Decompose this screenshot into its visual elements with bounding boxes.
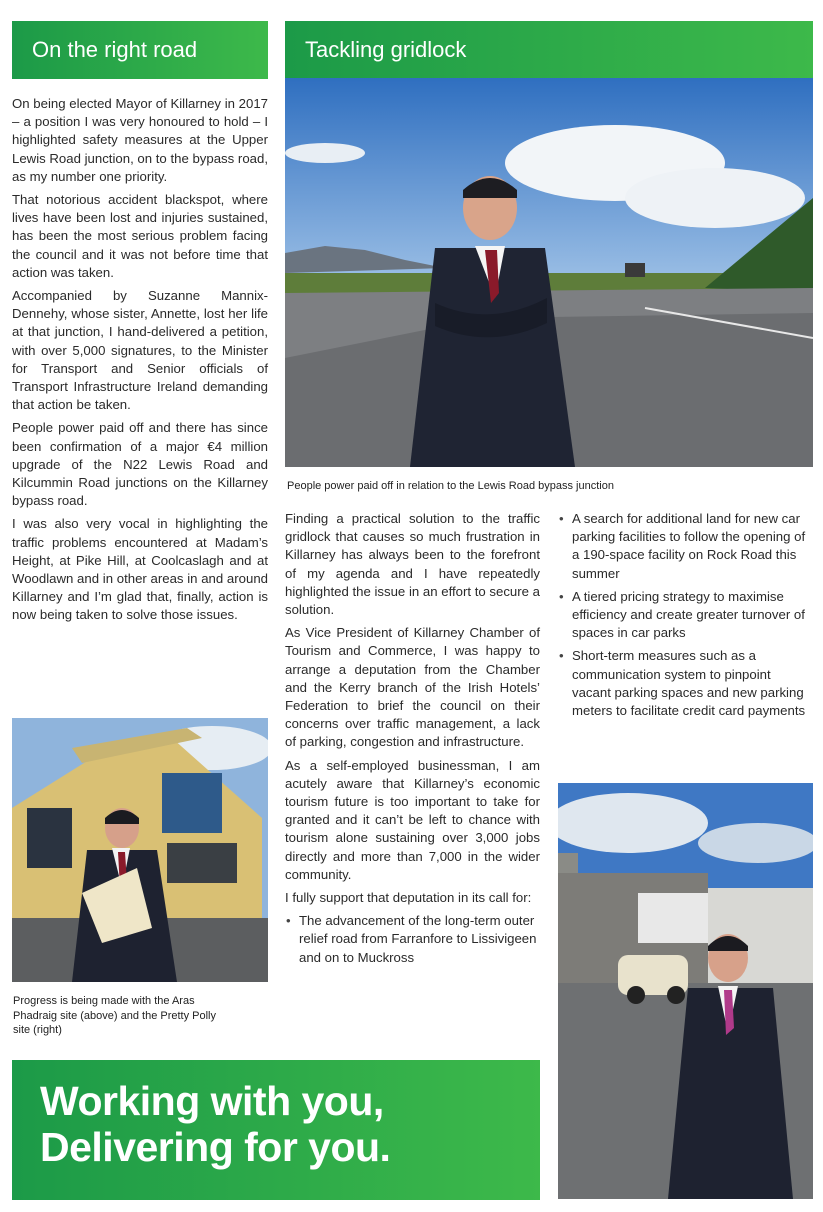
- main-photo-caption: People power paid off in relation to the Lewis Road bypass junction: [287, 480, 614, 492]
- left-section-title: On the right road: [32, 37, 198, 62]
- slogan-banner: [12, 1060, 540, 1200]
- lewis-road-photo: [285, 78, 813, 467]
- paragraph: That notorious accident blackspot, where lives have been lost and injuries sustained, has been the most serious problem facing the council and it was not before time that action was taken.: [12, 192, 268, 280]
- bullet-list: [558, 510, 810, 720]
- paragraph: As a self-employed businessman, I am acutely aware that Killarney’s economic tourism future is too important to take for granted and it can’t be left to chance with tourism alone sustaining over 3,000 jobs directly and more than 7,000 in the wider community.: [285, 757, 540, 882]
- pretty-polly-site-photo: [558, 783, 813, 1199]
- right-section-title: Tackling gridlock: [305, 37, 467, 62]
- list-item: • Short-term measures such as a communication system to pinpoint vacant parking spaces and new parking meters to facilitate credit card payments: [558, 647, 810, 720]
- paragraph: On being elected Mayor of Killarney in 2017 – a position I was very honoured to hold – I highlighted safety measures at the Upper Lewis Road junction, on to the bypass road, as my number one priority.: [12, 96, 268, 184]
- paragraph: As Vice President of Killarney Chamber of Tourism and Commerce, I was happy to arrange a deputation from the Chamber and the Kerry branch of the Irish Hotels’ Federation to brief the council on their concerns over traffic management, a lack of parking, congestion and infrastructure.: [285, 625, 540, 750]
- middle-article-body: [285, 510, 540, 972]
- right-section-header: [285, 21, 813, 79]
- left-photo-caption: Progress is being made with the Aras Phadraig site (above) and the Pretty Polly site (right): [13, 995, 217, 1036]
- paragraph: Accompanied by Suzanne Mannix-Dennehy, whose sister, Annette, lost her life at that junction, I hand-delivered a petition, with over 5,000 signatures, to the Minister for Transport and Senior officials of Transport Infrastructure Ireland demanding that action be taken.: [12, 288, 268, 413]
- list-item: • A search for additional land for new car parking facilities to follow the opening of a 190-space facility on Rock Road this summer: [558, 510, 810, 583]
- paragraph: Finding a practical solution to the traffic gridlock that causes so much frustration in Killarney has always been to the forefront of my agenda and I have repeatedly highlighted the issue in an effort to secure a solution.: [285, 511, 540, 618]
- list-item: • The advancement of the long-term outer relief road from Farranfore to Lissivigeen and on to Muckross: [285, 912, 540, 967]
- slogan-line-2: Delivering for you.: [40, 1124, 391, 1170]
- paragraph: I fully support that deputation in its call for:: [285, 890, 532, 906]
- slogan-line-1: Working with you,: [40, 1078, 384, 1124]
- list-item: • A tiered pricing strategy to maximise efficiency and create greater turnover of spaces in car parks: [558, 588, 810, 643]
- aras-phadraig-photo: [12, 718, 268, 982]
- left-section-header: [12, 21, 268, 79]
- paragraph: I was also very vocal in highlighting the traffic problems encountered at Madam’s Height, at Pike Hill, at Coolcaslagh and at Woodlawn and in other areas in and around Killarney and I’m glad that, finally, action is now being taken to solve those issues.: [12, 516, 268, 623]
- bullet-list: [285, 912, 540, 967]
- right-bullet-column: [558, 510, 810, 725]
- left-article-body: [12, 95, 268, 630]
- paragraph: People power paid off and there has since been confirmation of a major €4 million upgrade of the N22 Lewis Road and Kilcummin Road junctions on the Killarney bypass road.: [12, 420, 268, 509]
